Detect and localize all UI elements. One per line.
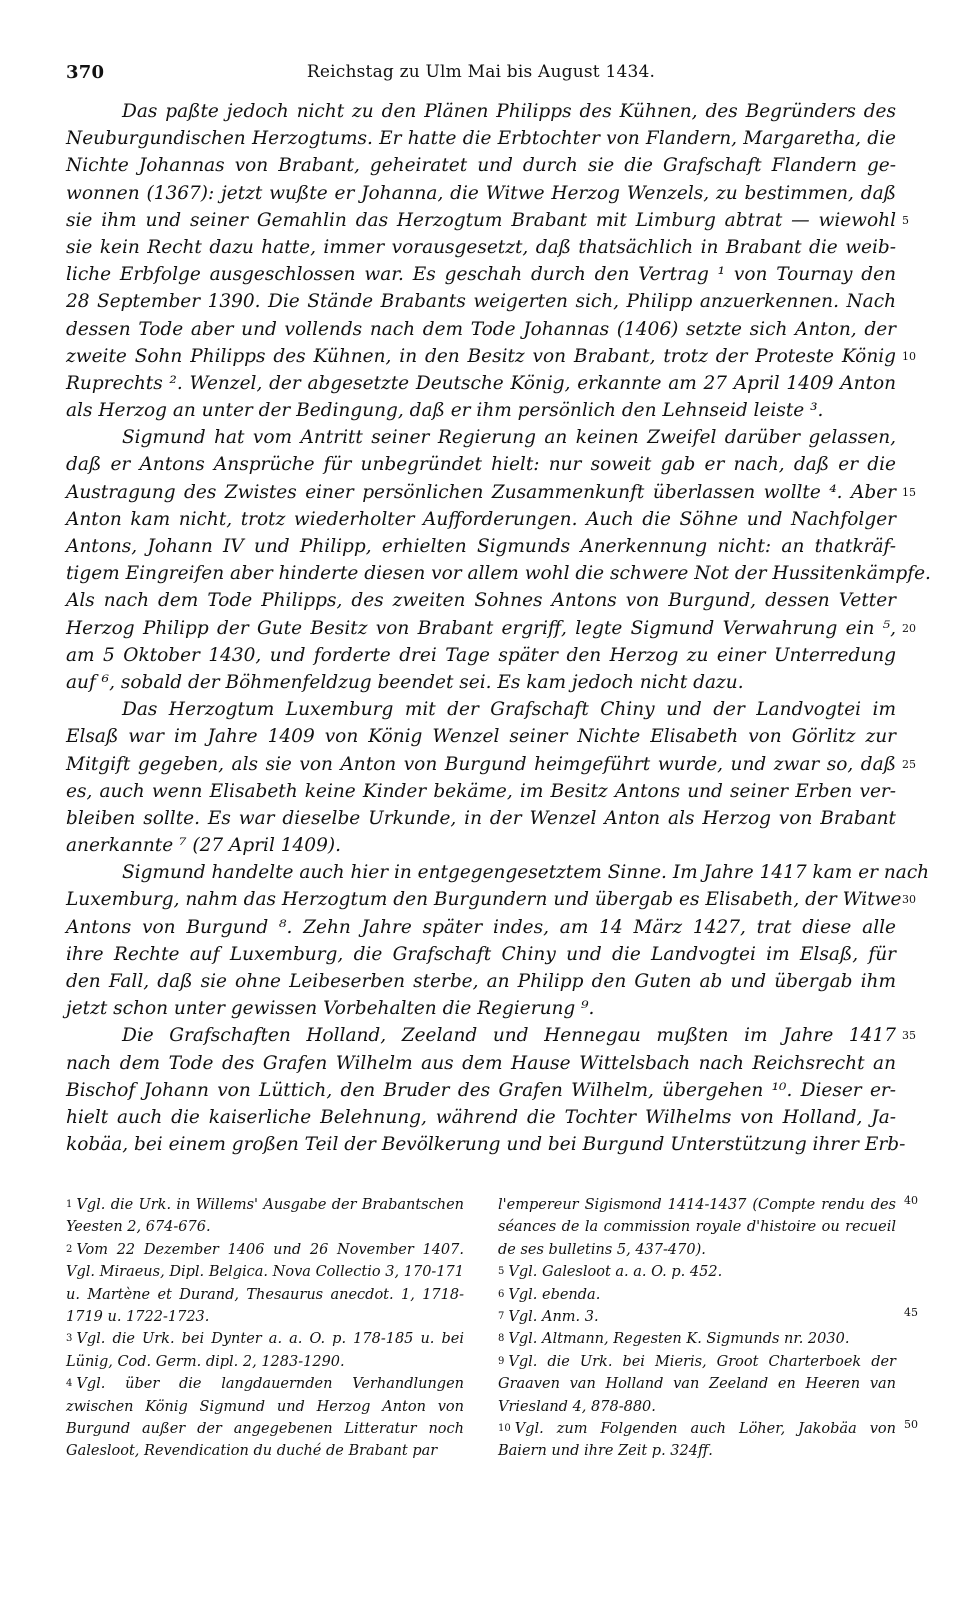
text-line	[66, 805, 896, 832]
text-line-content: wonnen (1367): jetzt wußte er Johanna, die Witwe Herzog Wenzels, zu bestimmen, daß	[66, 182, 896, 204]
text-line-content: Die Grafschaften Holland, Zeeland und Hennegau mußten im Jahre 1417	[122, 1025, 896, 1047]
text-line	[66, 723, 896, 750]
footnote	[498, 1351, 896, 1418]
text-line-content: Elsaß war im Jahre 1409 von König Wenzel seiner Nichte Elisabeth von Görlitz zur	[66, 726, 896, 748]
footnote-text: Vgl. Galesloot a. a. O. p. 452.	[508, 1264, 723, 1281]
text-line	[66, 1077, 896, 1104]
text-line	[66, 343, 916, 370]
line-number: 30	[902, 893, 916, 907]
footnote	[66, 1328, 464, 1373]
footnotes-right-column	[498, 1194, 896, 1463]
text-line	[66, 152, 896, 179]
footnote-text: Vgl. über die langdauernden Verhandlungen zwischen König Sigmund und Herzog Anton von Burgund außer der angegebenen Litteratur noch Galesloot, Revendication du duché de Brabant par	[66, 1376, 464, 1460]
text-line-content: Sigmund handelte auch hier in entgegengesetztem Sinne. Im Jahre 1417 kam er nach	[122, 862, 930, 884]
text-line-content: dessen Tode aber und vollends nach dem Tode Johannas (1406) setzte sich Anton, der	[66, 318, 896, 340]
footnote-mark: 8	[498, 1333, 505, 1345]
text-line	[66, 560, 931, 587]
text-line-content: den Fall, daß sie ohne Leibeserben sterbe, an Philipp den Guten ab und übergab ihm	[66, 971, 896, 992]
text-line	[66, 207, 909, 234]
text-line	[66, 941, 896, 968]
text-line	[66, 1050, 896, 1077]
text-line	[66, 968, 896, 995]
footnote-line-number: 45	[904, 1306, 918, 1319]
text-line	[66, 288, 896, 315]
text-line-content: tigem Eingreifen aber hinderte diesen vor allem wohl die schwere Not der Hussitenkämpfe.	[66, 563, 931, 585]
text-line	[66, 1022, 916, 1049]
text-line	[66, 533, 896, 560]
text-line-content: Als nach dem Tode Philipps, des zweiten Sohnes Antons von Burgund, dessen Vetter	[66, 590, 896, 612]
text-line	[66, 1131, 906, 1158]
text-line-content: Bischof Johann von Lüttich, den Bruder des Grafen Wilhelm, übergehen ¹⁰. Dieser er-	[66, 1079, 896, 1101]
text-line	[66, 832, 896, 859]
footnote-text: Vgl. die Urk. bei Dynter a. a. O. p. 178-185 u. bei Lünig, Cod. Germ. dipl. 2, 1283-1290.	[66, 1331, 464, 1370]
text-line	[66, 424, 896, 451]
text-line	[66, 859, 930, 886]
text-line-content: es, auch wenn Elisabeth keine Kinder bekäme, im Besitz Antons und seiner Erben ver-	[66, 780, 896, 802]
footnote-mark: 10	[498, 1423, 511, 1435]
text-line	[66, 479, 916, 506]
footnote-mark: 4	[66, 1378, 73, 1390]
text-line	[66, 914, 896, 941]
footnote	[66, 1239, 464, 1329]
text-line-content: Luxemburg, nahm das Herzogtum den Burgundern und übergab es Elisabeth, der Witwe	[66, 889, 902, 911]
text-line	[66, 370, 896, 397]
text-line-content: 28 September 1390. Die Stände Brabants weigerten sich, Philipp anzuerkennen. Nach	[66, 291, 896, 313]
footnote-text: Vgl. die Urk. in Willems' Ausgabe der Brabantschen Yeesten 2, 674-676.	[66, 1197, 464, 1236]
footnote	[498, 1261, 896, 1283]
text-line-content: nach dem Tode des Grafen Wilhelm aus dem Hause Wittelsbach nach Reichsrecht an	[66, 1052, 896, 1074]
text-line	[66, 316, 896, 343]
footnote-text: Vgl. Altmann, Regesten K. Sigmunds nr. 2030.	[508, 1331, 850, 1348]
text-line	[66, 587, 896, 614]
footnote	[66, 1373, 464, 1463]
footnote-mark: 7	[498, 1311, 505, 1323]
text-line-content: hielt auch die kaiserliche Belehnung, während die Tochter Wilhelms von Holland, Ja-	[66, 1106, 896, 1128]
text-line	[66, 98, 896, 125]
text-line	[66, 261, 896, 288]
footnote-mark: 5	[498, 1266, 505, 1278]
text-line-content: am 5 Oktober 1430, und forderte drei Tage später den Herzog zu einer Unterredung	[66, 644, 896, 666]
text-line	[66, 397, 896, 424]
line-number: 10	[902, 349, 916, 363]
text-line-content: Antons von Burgund ⁸. Zehn Jahre später indes, am 14 März 1427, trat diese alle	[66, 916, 896, 938]
text-line-content: kobäa, bei einem großen Teil der Bevölkerung und bei Burgund Unterstützung ihrer Erb-	[66, 1134, 906, 1156]
text-line-content: ihre Rechte auf Luxemburg, die Grafschaft Chiny und die Landvogtei im Elsaß, für	[66, 943, 896, 965]
text-line-content: Nichte Johannas von Brabant, geheiratet und durch sie die Grafschaft Flandern ge-	[66, 155, 896, 177]
text-line-content: Anton kam nicht, trotz wiederholter Aufforderungen. Auch die Söhne und Nachfolger	[66, 508, 896, 530]
line-number: 35	[902, 1029, 916, 1043]
text-line-content: Antons, Johann IV und Philipp, erhielten Sigmunds Anerkennung nicht: an thatkräf-	[66, 536, 896, 557]
text-line	[66, 506, 896, 533]
main-text	[66, 98, 931, 1158]
footnote-mark: 6	[498, 1288, 505, 1300]
page-number: 370	[66, 62, 105, 83]
text-line	[66, 778, 896, 805]
text-line-content: Austragung des Zwistes einer persönlichen Zusammenkunft überlassen wollte ⁴. Aber	[66, 481, 896, 503]
text-line-content: sie ihm und seiner Gemahlin das Herzogtum Brabant mit Limburg abtrat — wiewohl	[66, 209, 896, 231]
text-line	[66, 642, 896, 669]
text-line-content: sie kein Recht dazu hatte, immer vorausgesetzt, daß thatsächlich in Brabant die weib-	[66, 236, 896, 258]
text-line-content: Neuburgundischen Herzogtums. Er hatte die Erbtochter von Flandern, Margaretha, die	[66, 128, 896, 150]
footnote-line-number: 40	[904, 1194, 918, 1207]
text-line	[66, 234, 896, 261]
footnote-mark: 1	[66, 1199, 73, 1210]
footnote-text: l'empereur Sigismond 1414-1437 (Compte rendu des séances de la commission royale d'histoire ou recueil de ses bulletins 5, 437-470).	[498, 1197, 896, 1258]
footnote	[498, 1418, 896, 1463]
footnote-text: Vgl. die Urk. bei Mieris, Groot Charterboek der Graaven van Holland van Zeeland en Heeren van Vriesland 4, 878-880.	[498, 1353, 896, 1415]
text-line-content: jetzt schon unter gewissen Vorbehalten die Regierung ⁹.	[66, 998, 595, 1020]
text-line	[66, 751, 916, 778]
line-number: 15	[902, 485, 916, 499]
text-line-content: liche Erbfolge ausgeschlossen war. Es geschah durch den Vertrag ¹ von Tournay den	[66, 264, 896, 286]
footnote-text: Vgl. Anm. 3.	[508, 1309, 599, 1326]
text-line	[66, 669, 896, 696]
text-line	[66, 1104, 896, 1131]
footnote	[498, 1194, 896, 1261]
text-line	[66, 615, 916, 642]
text-line	[66, 886, 916, 913]
footnote-mark: 3	[66, 1333, 73, 1345]
text-line-content: Herzog Philipp der Gute Besitz von Brabant ergriff, legte Sigmund Verwahrung ein ⁵,	[66, 617, 896, 639]
line-number: 5	[902, 213, 909, 227]
footnote-text: Vgl. ebenda.	[508, 1286, 601, 1303]
footnote	[498, 1328, 896, 1350]
footnote	[66, 1194, 464, 1239]
text-line-content: Sigmund hat vom Antritt seiner Regierung an keinen Zweifel darüber gelassen,	[122, 427, 896, 449]
text-line-content: zweite Sohn Philipps des Kühnen, in den Besitz von Brabant, trotz der Proteste König	[66, 345, 896, 367]
footnote-line-number: 50	[904, 1418, 918, 1431]
line-number: 20	[902, 621, 916, 635]
text-line-content: Das paßte jedoch nicht zu den Plänen Philipps des Kühnen, des Begründers des	[122, 101, 896, 122]
text-line-content: Ruprechts ². Wenzel, der abgesetzte Deutsche König, erkannte am 27 April 1409 Anton	[66, 372, 896, 394]
text-line-content: Das Herzogtum Luxemburg mit der Grafschaft Chiny und der Landvogtei im	[122, 699, 896, 721]
text-line-content: anerkannte ⁷ (27 April 1409).	[66, 835, 341, 857]
footnote-mark: 2	[66, 1243, 73, 1255]
footnotes	[66, 1194, 918, 1594]
footnote-text: Vom 22 Dezember 1406 und 26 November 1407. Vgl. Miraeus, Dipl. Belgica. Nova Collectio 3, 170-171 u. Martène et Durand, Thesaurus anecdot. 1, 1718-1719 u. 1722-1723.	[66, 1241, 464, 1326]
text-line-content: Mitgift gegeben, als sie von Anton von Burgund heimgeführt wurde, und zwar so, daß	[66, 753, 896, 775]
page-header	[66, 62, 896, 88]
text-line	[66, 125, 896, 152]
footnote-mark: 9	[498, 1355, 505, 1367]
text-line-content: daß er Antons Ansprüche für unbegründet hielt: nur soweit gab er nach, daß er die	[66, 454, 896, 476]
text-line-content: auf ⁶, sobald der Böhmenfeldzug beendet sei. Es kam jedoch nicht dazu.	[66, 671, 744, 693]
text-line	[66, 696, 896, 723]
text-line	[66, 995, 896, 1022]
text-line-content: bleiben sollte. Es war dieselbe Urkunde, in der Wenzel Anton als Herzog von Brabant	[66, 807, 896, 829]
text-line	[66, 451, 896, 478]
footnote-text: Vgl. zum Folgenden auch Löher, Jakobäa von Baiern und ihre Zeit p. 324ff.	[498, 1421, 896, 1460]
running-title: Reichstag zu Ulm Mai bis August 1434.	[306, 62, 656, 82]
footnote	[498, 1306, 896, 1328]
footnote	[498, 1284, 896, 1306]
text-line-content: als Herzog an unter der Bedingung, daß er ihm persönlich den Lehnseid leiste ³.	[66, 400, 824, 422]
footnotes-left-column	[66, 1194, 464, 1463]
line-number: 25	[902, 757, 916, 771]
text-line	[66, 180, 896, 207]
